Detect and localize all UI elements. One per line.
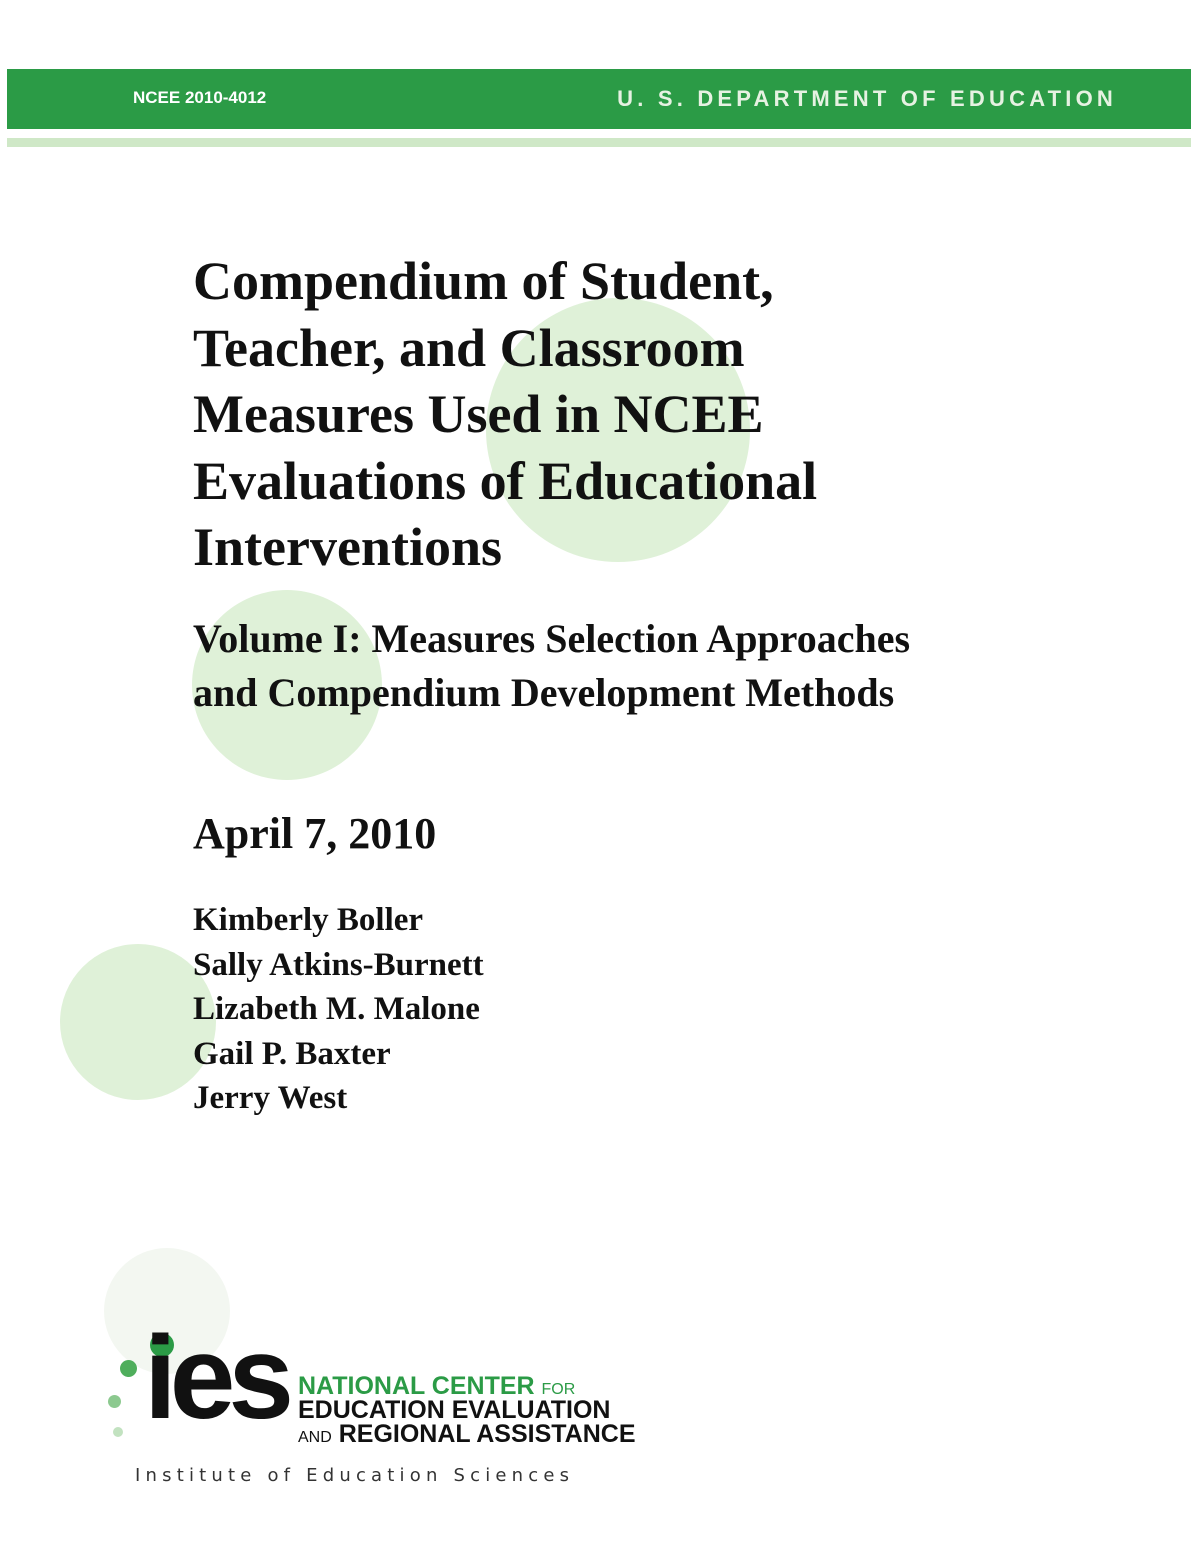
logo-line-1-small: FOR [541, 1381, 576, 1398]
ies-wordmark: ies [144, 1312, 288, 1444]
author-name: Jerry West [193, 1080, 348, 1116]
author-name: Kimberly Boller [193, 902, 424, 938]
logo-line-3-main: REGIONAL ASSISTANCE [338, 1420, 636, 1448]
logo-dot-icon [120, 1360, 137, 1377]
author-name: Sally Atkins-Burnett [193, 946, 484, 983]
report-number: NCEE 2010-4012 [133, 88, 267, 107]
ncee-logo [100, 1312, 660, 1495]
author-name: Lizabeth M. Malone [193, 991, 480, 1027]
logo-line-1-main: NATIONAL CENTER [298, 1372, 535, 1400]
author-name: Gail P. Baxter [193, 1035, 391, 1072]
logo-line-2: EDUCATION EVALUATION [298, 1396, 611, 1424]
logo-dot-icon [108, 1395, 121, 1408]
department-name: U. S. DEPARTMENT OF EDUCATION [617, 86, 1117, 111]
institute-name: Institute of Education Sciences [135, 1465, 575, 1486]
logo-dot-icon [113, 1427, 123, 1437]
volume-subtitle: Volume I: Measures Selection Approaches and Compendium Development Methods [193, 616, 911, 715]
logo-line-3-small: AND [298, 1429, 332, 1446]
header-stripe [7, 138, 1191, 147]
publication-date: April 7, 2010 [193, 809, 437, 858]
document-title: Compendium of Student, Teacher, and Classroom Measures Used in NCEE Evaluations of Educational Interventions [193, 251, 818, 577]
logo-line-3 [298, 1422, 636, 1450]
author-list [193, 898, 484, 1121]
